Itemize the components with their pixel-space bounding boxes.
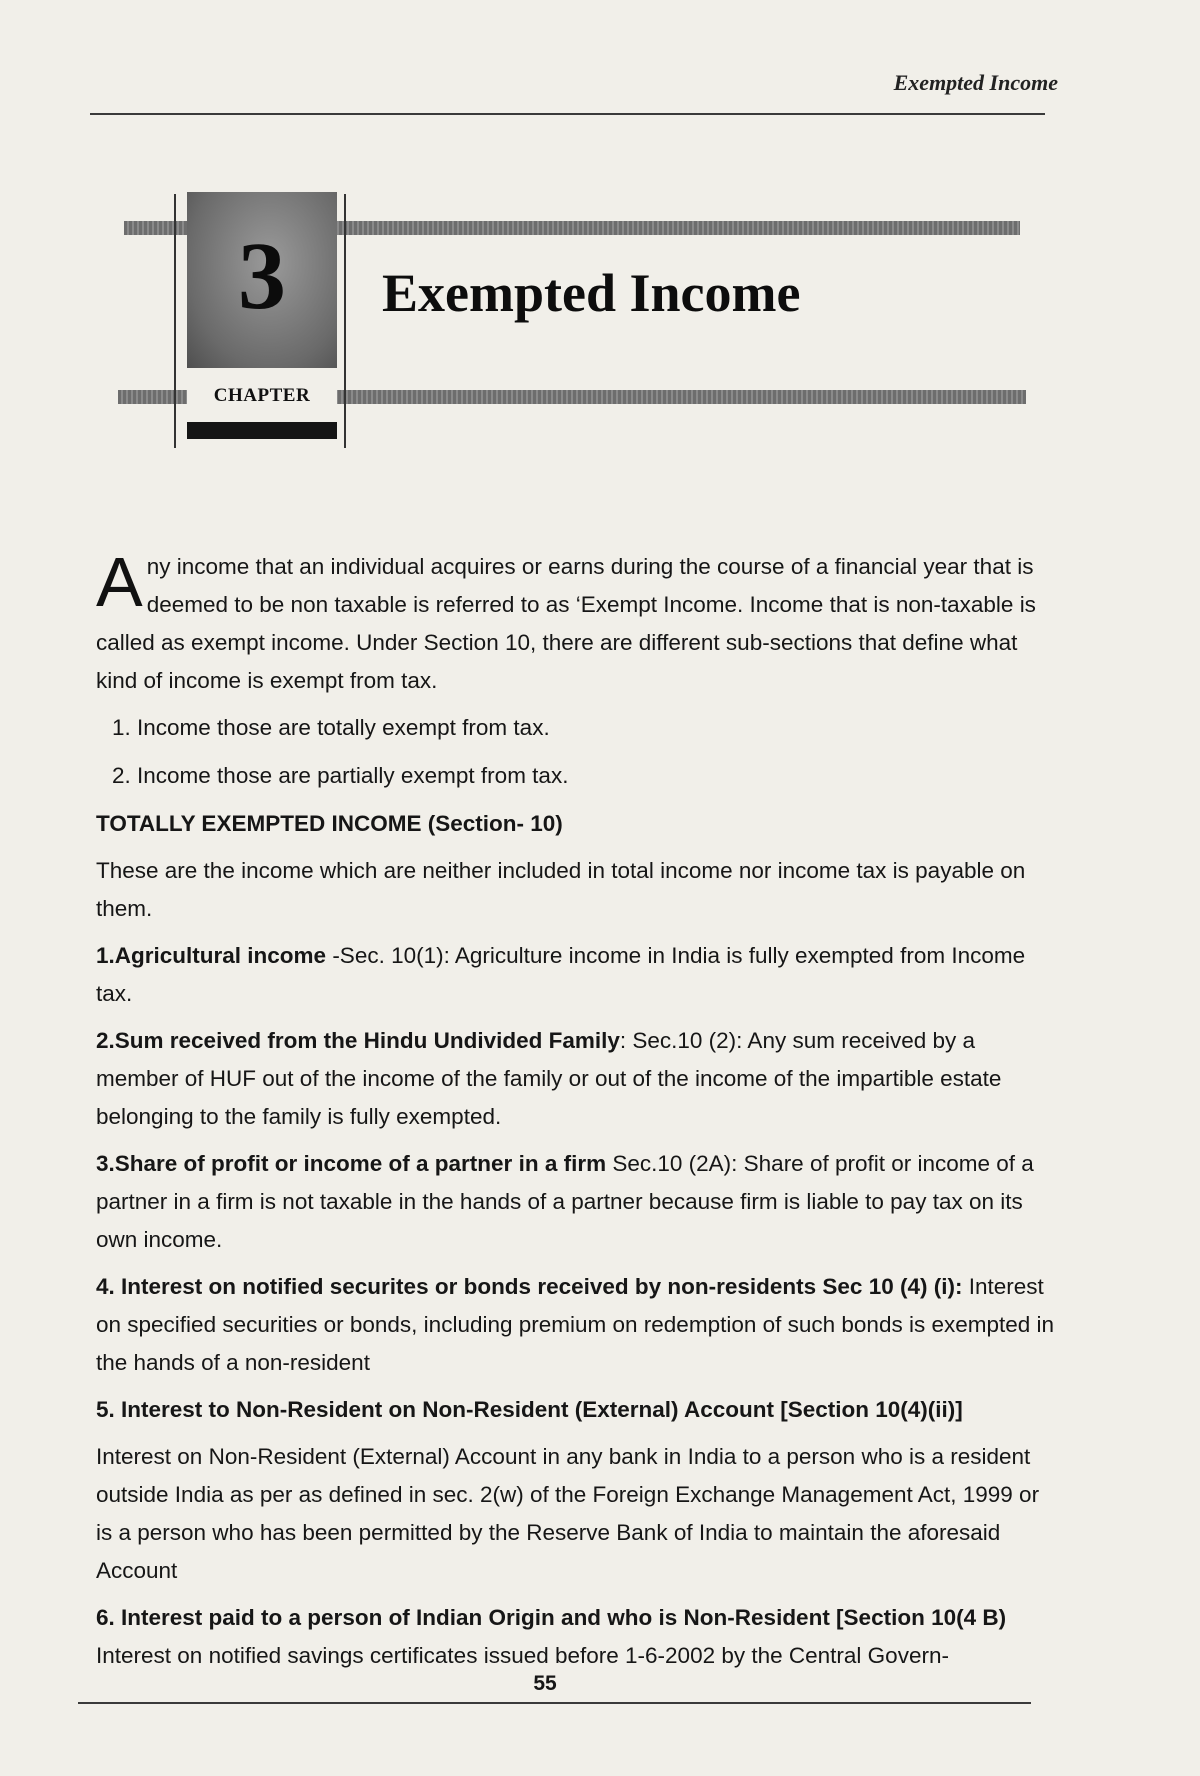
- item-title: 3.Share of profit or income of a partner in a firm: [96, 1151, 607, 1176]
- item-text: Sec.10 (2A): Share of profit or income of a partner in a firm is not taxable in the hands of a partner because firm is liable to pay tax on its own income.: [96, 1151, 1034, 1252]
- exempt-item-6: [96, 1599, 1056, 1675]
- item-title: 1.Agricultural income: [96, 943, 327, 968]
- item-text: Interest on specified securities or bonds, including premium on redemption of such bonds is exempted in the hands of a non-resident: [96, 1274, 1055, 1375]
- chapter-title: Exempted Income: [382, 263, 801, 323]
- section-description: These are the income which are neither included in total income nor income tax is payable on them.: [96, 858, 1026, 921]
- list-item: 2. Income those are partially exempt from tax.: [112, 763, 569, 788]
- intro-paragraph: [96, 543, 1056, 700]
- chapter-label: CHAPTER: [213, 385, 311, 406]
- chapter-black-bar: [187, 422, 337, 439]
- item-title: 2.Sum received from the Hindu Undivided Family: [96, 1028, 620, 1053]
- banner-right-line: [344, 194, 346, 448]
- item-title: 5. Interest to Non-Resident on Non-Resident (External) Account [Section 10(4)(ii)]: [96, 1397, 963, 1422]
- list-item: 1. Income those are totally exempt from tax.: [112, 715, 550, 740]
- banner-left-line: [174, 194, 176, 448]
- item-title: 4. Interest on notified securites or bonds received by non-residents Sec 10 (4) (i):: [96, 1274, 963, 1299]
- item-text: -Sec. 10(1): Agriculture income in India is fully exempted from Income tax.: [96, 943, 1026, 1006]
- page-number: 55: [533, 1672, 557, 1695]
- exempt-item-1: [96, 937, 1056, 1013]
- item-text: : Sec.10 (2): Any sum received by a member of HUF out of the income of the family or out of the income of the impartible estate belonging to the family is fully exempted.: [96, 1028, 1002, 1129]
- exempt-item-5-body: Interest on Non-Resident (External) Account in any bank in India to a person who is a resident outside India as per as defined in sec. 2(w) of the Foreign Exchange Management Act, 1999 or is a person who has been permitted by the Reserve Bank of India to maintain the aforesaid Account: [96, 1444, 1040, 1583]
- running-title: Exempted Income: [893, 70, 1058, 95]
- exempt-item-5: [96, 1391, 1056, 1429]
- exempt-item-4: [96, 1268, 1056, 1382]
- body-text: [96, 543, 1056, 1684]
- exempt-item-2: [96, 1022, 1056, 1136]
- footer-rule: [78, 1702, 1031, 1704]
- exempt-item-3: [96, 1145, 1056, 1259]
- intro-text: ny income that an individual acquires or earns during the course of a financial year that is deemed to be non taxable is referred to as ‘Exempt Income. Income that is non-taxable is called as exempt income. Under Section 10, there are different sub-sections that define what kind of income is exempt from tax.: [96, 554, 1036, 693]
- item-text: Interest on notified savings certificates issued before 1-6-2002 by the Central Govern-: [96, 1643, 949, 1668]
- section-heading: TOTALLY EXEMPTED INCOME (Section- 10): [96, 811, 563, 836]
- chapter-number: 3: [238, 222, 286, 329]
- header-rule: [90, 113, 1045, 115]
- item-title: 6. Interest paid to a person of Indian Origin and who is Non-Resident [Section 10(4 B): [96, 1605, 1007, 1630]
- drop-cap: A: [96, 543, 143, 621]
